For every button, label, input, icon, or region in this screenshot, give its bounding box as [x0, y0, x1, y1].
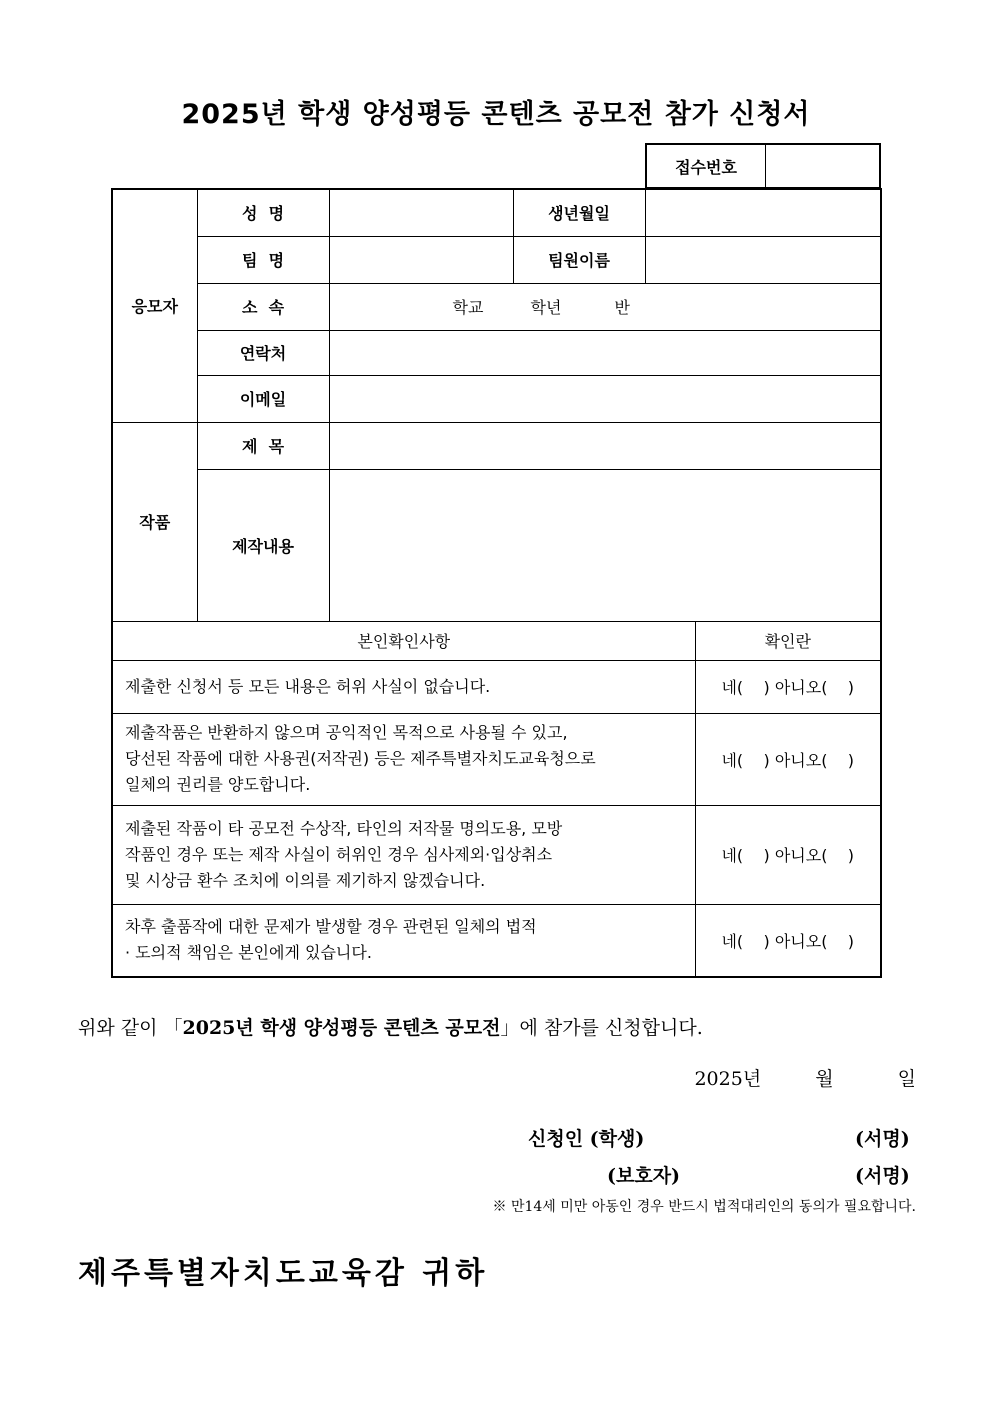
page-title: 2025년 학생 양성평등 콘텐츠 공모전 참가 신청서 — [181, 99, 811, 130]
affiliation-field[interactable] — [329, 283, 881, 330]
birthdate-field[interactable] — [645, 189, 881, 236]
confirmation-statement: 차후 출품작에 대한 문제가 발생할 경우 관련된 일체의 법적 · 도의적 책임은 본인에게 있습니다. — [112, 904, 695, 977]
team-name-label: 팀 명 — [197, 236, 329, 283]
work-section-label: 작품 — [112, 422, 197, 621]
work-title-label: 제 목 — [197, 422, 329, 469]
confirmation-check-header: 확인란 — [695, 621, 881, 660]
confirmation-items-header: 본인확인사항 — [112, 621, 695, 660]
confirmation-yes-no[interactable]: 네( ) 아니오( ) — [695, 904, 881, 977]
contest-name: 2025년 학생 양성평등 콘텐츠 공모전 — [182, 1017, 501, 1039]
applicant-section-label: 응모자 — [112, 189, 197, 422]
receipt-number-label: 접수번호 — [647, 145, 766, 187]
contact-field[interactable] — [329, 330, 881, 375]
guardian-consent-note: ※ 만14세 미만 아동인 경우 반드시 법적대리인의 동의가 필요합니다. — [492, 1199, 916, 1215]
receipt-number-field[interactable] — [766, 145, 879, 187]
name-label: 성 명 — [197, 189, 329, 236]
grade-unit: 학년 — [530, 298, 562, 317]
confirmation-statement: 제출작품은 반환하지 않으며 공익적인 목적으로 사용될 수 있고, 당선된 작품에 대한 사용권(저작권) 등은 제주특별자치도교육청으로 일체의 권리를 양도합니다. — [112, 713, 695, 805]
birthdate-label: 생년월일 — [513, 189, 645, 236]
confirmation-statement: 제출된 작품이 타 공모전 수상작, 타인의 저작물 명의도용, 모방 작품인 경우 또는 제작 사실이 허위인 경우 심사제외·입상취소 및 시상금 환수 조치에 이의를 제기하지 않겠습니다. — [112, 805, 695, 904]
confirmation-yes-no[interactable]: 네( ) 아니오( ) — [695, 805, 881, 904]
guardian-signature-field[interactable]: (서명) — [855, 1165, 910, 1187]
confirmation-statement: 제출한 신청서 등 모든 내용은 허위 사실이 없습니다. — [112, 660, 695, 713]
date-year: 2025년 — [694, 1068, 762, 1090]
date-day: 일 — [897, 1068, 916, 1090]
confirmation-yes-no[interactable]: 네( ) 아니오( ) — [695, 713, 881, 805]
application-form-table — [111, 188, 882, 978]
applicant-student-label: 신청인 (학생) — [528, 1128, 645, 1150]
work-content-field[interactable] — [329, 469, 881, 621]
confirmation-yes-no[interactable]: 네( ) 아니오( ) — [695, 660, 881, 713]
team-name-field[interactable] — [329, 236, 513, 283]
receipt-number-box — [645, 143, 881, 189]
school-unit: 학교 — [452, 298, 484, 317]
contact-label: 연락처 — [197, 330, 329, 375]
team-members-field[interactable] — [645, 236, 881, 283]
guardian-label: (보호자) — [607, 1165, 681, 1187]
work-content-label: 제작내용 — [197, 469, 329, 621]
date-month: 월 — [815, 1068, 834, 1090]
email-field[interactable] — [329, 375, 881, 422]
class-unit: 반 — [614, 298, 630, 317]
email-label: 이메일 — [197, 375, 329, 422]
declaration-text: 위와 같이 「2025년 학생 양성평등 콘텐츠 공모전」에 참가를 신청합니다. — [78, 1017, 703, 1039]
name-field[interactable] — [329, 189, 513, 236]
team-members-label: 팀원이름 — [513, 236, 645, 283]
student-signature-field[interactable]: (서명) — [855, 1128, 910, 1150]
addressee: 제주특별자치도교육감 귀하 — [78, 1256, 489, 1291]
affiliation-label: 소 속 — [197, 283, 329, 330]
application-date — [694, 1064, 916, 1091]
work-title-field[interactable] — [329, 422, 881, 469]
